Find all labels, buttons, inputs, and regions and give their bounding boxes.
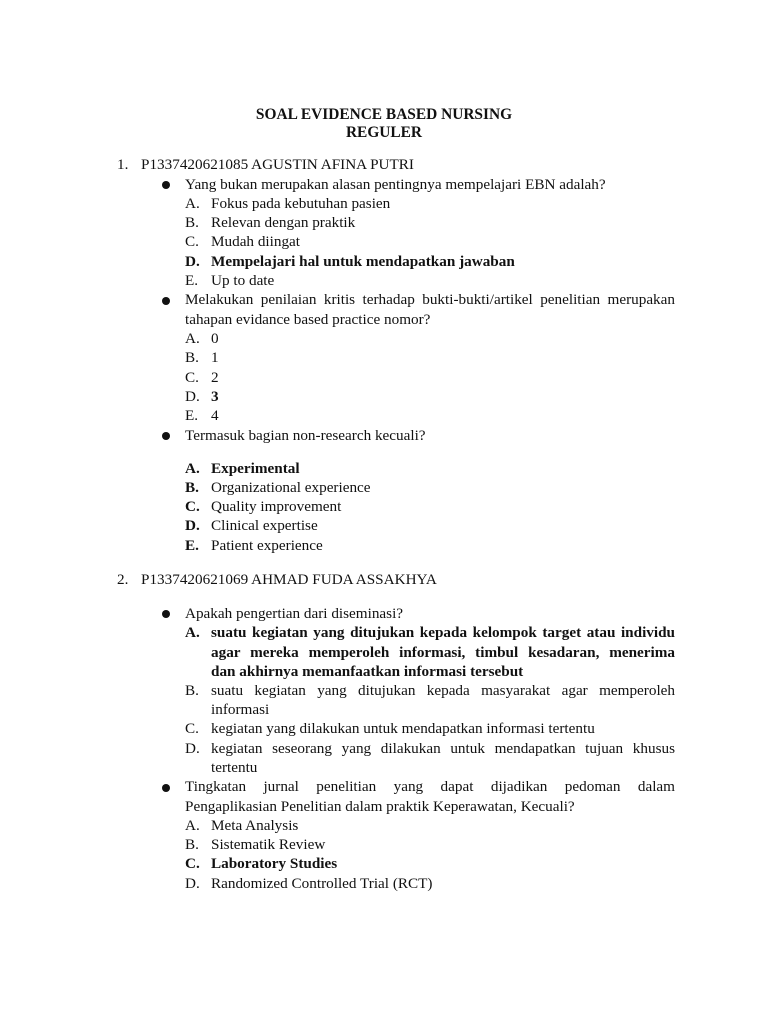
option-text: Up to date [211,272,275,289]
option-text: Organizational experience [211,479,371,496]
bullet-icon [162,610,170,618]
option-letter: E. [185,407,199,424]
option-text-answer: agar mereka memperoleh informasi, timbul kesadaran, menerima [211,644,675,661]
option-letter: D. [185,740,200,757]
option-letter: A. [185,195,200,212]
option-text: Patient experience [211,537,323,554]
bullet-icon [162,297,170,305]
option-text-answer: Mempelajari hal untuk mendapatkan jawaban [211,253,515,270]
option-text: 4 [211,407,219,424]
section-number: 2. [117,571,129,588]
option-text-answer: 3 [211,388,219,405]
option-letter: B. [185,682,199,699]
option-letter: A. [185,817,200,834]
option-letter: C. [185,233,199,250]
option-text-answer: dan akhirnya memanfaatkan informasi tersebut [211,663,524,680]
option-letter: A. [185,330,200,347]
option-letter: C. [185,498,200,515]
question-text: Yang bukan merupakan alasan pentingnya mempelajari EBN adalah? [185,176,606,193]
option-letter: E. [185,272,199,289]
option-text: tertentu [211,759,258,776]
option-letter: B. [185,836,199,853]
option-letter: C. [185,720,199,737]
option-text: Relevan dengan praktik [211,214,356,231]
section-heading: P1337420621085 AGUSTIN AFINA PUTRI [141,156,414,173]
option-letter: E. [185,537,199,554]
option-letter-answer: A. [185,460,200,477]
option-letter: D. [185,388,200,405]
section-heading: P1337420621069 AHMAD FUDA ASSAKHYA [141,571,437,588]
option-letter: C. [185,369,199,386]
option-text: Mudah diingat [211,233,301,250]
document-title: SOAL EVIDENCE BASED NURSING [255,106,513,123]
option-text: Meta Analysis [211,817,299,834]
option-letter: D. [185,875,200,892]
option-letter: B. [185,349,199,366]
option-letter: B. [185,479,199,496]
option-text-answer: Experimental [211,460,300,477]
option-letter: B. [185,214,199,231]
bullet-icon [162,784,170,792]
option-letter-answer: C. [185,855,200,872]
option-text: suatu kegiatan yang ditujukan kepada masyarakat agar memperoleh [211,682,675,699]
option-text: 2 [211,369,219,386]
option-text: Fokus pada kebutuhan pasien [211,195,391,212]
option-text-answer: Laboratory Studies [211,855,338,872]
option-text: Randomized Controlled Trial (RCT) [211,875,433,892]
option-letter: D. [185,517,200,534]
document-subtitle: REGULER [345,124,423,141]
option-text-answer: suatu kegiatan yang ditujukan kepada kelompok target atau individu [211,624,675,641]
option-text: 1 [211,349,219,366]
question-text: Apakah pengertian dari diseminasi? [185,605,404,622]
option-text: kegiatan seseorang yang dilakukan untuk mendapatkan tujuan khusus [211,740,675,757]
section-number: 1. [117,156,129,173]
option-text: Clinical expertise [211,517,318,534]
question-text-line: Pengaplikasian Penelitian dalam praktik Keperawatan, Kecuali? [185,798,575,815]
bullet-icon [162,432,170,440]
option-text: Quality improvement [211,498,342,515]
question-text-line: Melakukan penilaian kritis terhadap bukti-bukti/artikel penelitian merupakan [185,291,675,308]
question-text: Termasuk bagian non-research kecuali? [185,427,426,444]
option-text: kegiatan yang dilakukan untuk mendapatkan informasi tertentu [211,720,595,737]
bullet-icon [162,181,170,189]
question-text-line: tahapan evidance based practice nomor? [185,311,431,328]
option-letter-answer: A. [185,624,200,641]
option-text: informasi [211,701,270,718]
question-text-line: Tingkatan jurnal penelitian yang dapat dijadikan pedoman dalam [185,778,675,795]
option-text: Sistematik Review [211,836,326,853]
option-text: 0 [211,330,219,347]
option-letter-answer: D. [185,253,200,270]
